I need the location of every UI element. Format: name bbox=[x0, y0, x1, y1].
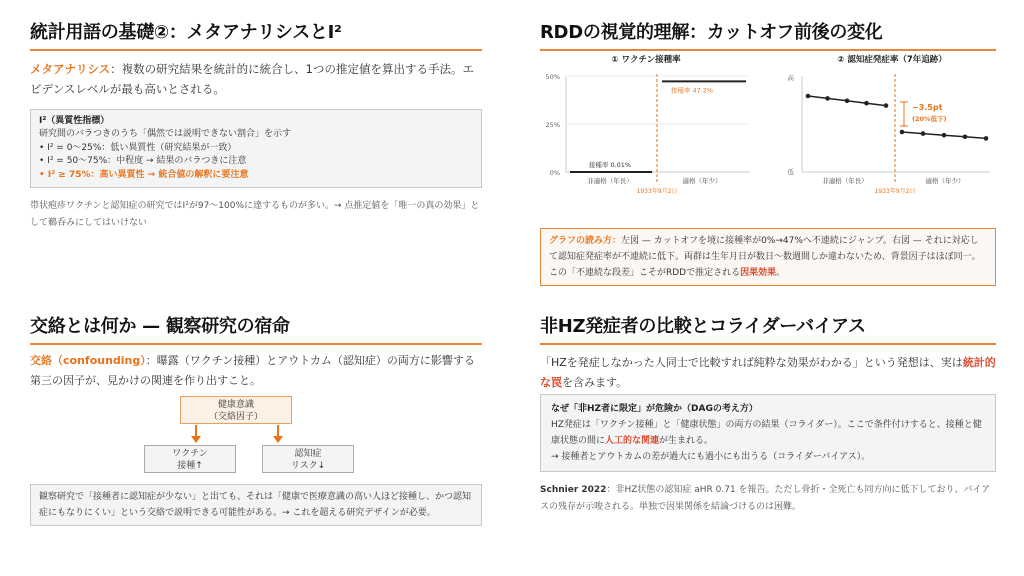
chart2-series-eligible bbox=[900, 130, 989, 141]
node-exposure bbox=[144, 445, 236, 473]
chart2-ineligible-point bbox=[825, 96, 830, 101]
rdd-note-text: 左図 — カットオフを境に接種率が0%→47%へ不連続にジャンプ。右図 — それに対応して認知症発症率が不連続に低下。両群は生年月日が数日〜数週間しか違わないため、背景因子はほぼ同一。この「不連続な段差」こそがRDDで推定される bbox=[549, 236, 981, 278]
chart2-ytick: 高 bbox=[787, 74, 794, 82]
chart1-xlabel: 適格（年少） bbox=[682, 177, 722, 185]
chart2-cutoff-label: 1933年9月2日 bbox=[874, 188, 916, 195]
lead-text-2: を含みます。 bbox=[562, 376, 628, 389]
chart1-ytick: 25% bbox=[545, 121, 560, 129]
chart1-ytick: 0% bbox=[549, 169, 560, 177]
confounding-note: 観察研究で「接種者に認知症が少ない」と出ても、それは「健康で医療意識の高い人ほど接種し、かつ認知症にもなりにくい」という交絡で説明できる可能性がある。→ これを超える研究デザインが必要。 bbox=[30, 484, 482, 526]
arrow-to-exposure bbox=[195, 425, 197, 437]
chart2-ineligible-point bbox=[884, 103, 889, 108]
node-confounder-line1: 健康意識 bbox=[217, 400, 254, 410]
schnier-label: Schnier 2022 bbox=[540, 485, 607, 495]
lead-text-1: 「HZを発症しなかった人同士で比較すれば純粋な効果がわかる」という発想は、実は bbox=[540, 356, 963, 369]
definition bbox=[30, 351, 482, 391]
chart2-eligible-point bbox=[942, 133, 947, 138]
chart2-series-ineligible bbox=[806, 94, 889, 108]
chart1-xlabel: 非適格（年長） bbox=[587, 177, 633, 185]
i2-box-title: I²（異質性指標） bbox=[39, 116, 110, 126]
node-outcome-line2: リスク↓ bbox=[290, 461, 326, 471]
panel-collider bbox=[540, 312, 996, 552]
i2-box-desc: 研究間のバラつきのうち「偶然では説明できない割合」を示す bbox=[39, 129, 292, 139]
definition bbox=[30, 59, 482, 99]
chart2-eligible-point bbox=[900, 130, 905, 135]
definition-text: ：複数の研究結果を統計的に統合し、1つの推定値を算出する手法。エビデンスレベルが最も高いとされる。 bbox=[30, 62, 474, 96]
title-rule bbox=[540, 343, 996, 345]
rdd-note bbox=[540, 228, 996, 286]
title-rule bbox=[30, 343, 482, 345]
lead-em: 統計的な罠 bbox=[540, 356, 996, 389]
chart2-eligible-point bbox=[921, 131, 926, 136]
chart1-title: ① ワクチン接種率 bbox=[611, 55, 681, 65]
dag-box-text-3: → 接種者とアウトカムの差が過大にも過小にも出うる（コライダーバイアス）。 bbox=[551, 452, 871, 462]
dag-box bbox=[540, 394, 996, 472]
chart2-eligible-point bbox=[984, 136, 989, 141]
chart1-label-right: 接種率 47.2% bbox=[670, 86, 714, 95]
node-exposure-line2: 接種↑ bbox=[177, 461, 203, 471]
dag-em: 人工的な関連 bbox=[605, 436, 660, 446]
schnier-note bbox=[540, 482, 996, 516]
schnier-text: ：非HZ状態の認知症 aHR 0.71 を報告。ただし骨折・全死亡も同方向に低下しており、バイアスの残存が示唆される。単独で因果関係を結論づけるのは困難。 bbox=[540, 485, 991, 512]
node-confounder bbox=[180, 396, 292, 424]
arrow-to-outcome bbox=[277, 425, 279, 437]
chart2-ytick: 低 bbox=[787, 168, 794, 176]
dag-box-text bbox=[551, 417, 985, 449]
dag-text-1: HZ発症は「ワクチン接種」と「健康状態」の両方の結果（コライダー）。ここで条件付けすると、接種と健康状態の間に bbox=[551, 420, 982, 446]
dag-box-title: なぜ「非HZ者に限定」が危険か（DAGの考え方） bbox=[551, 404, 758, 414]
i2-item: • I² = 0〜25%：低い異質性（研究結果が一致） bbox=[39, 142, 237, 153]
chart2-effect-sub: (20%低下) bbox=[912, 115, 947, 123]
chart2-ineligible-point bbox=[845, 99, 850, 104]
chart1-cutoff-label: 1933年9月2日 bbox=[636, 188, 678, 195]
node-outcome bbox=[262, 445, 354, 473]
rdd-note-end: 。 bbox=[776, 268, 786, 278]
title-rule bbox=[30, 49, 482, 51]
lead bbox=[540, 353, 996, 393]
slide-title: 交絡とは何か — 観察研究の宿命 bbox=[30, 316, 290, 337]
chart1-ytick: 50% bbox=[545, 73, 560, 81]
rdd-charts bbox=[540, 52, 996, 222]
chart2-xlabel: 非適格（年長） bbox=[822, 177, 868, 185]
slide-title: 統計用語の基礎②：メタアナリシスとI² bbox=[30, 22, 342, 43]
node-exposure-line1: ワクチン bbox=[172, 449, 208, 459]
slide-title: RDDの視覚的理解：カットオフ前後の変化 bbox=[540, 22, 883, 43]
i2-note: 帯状疱疹ワクチンと認知症の研究ではI²が97〜100%に達するものが多い。→ 点推定値を「唯一の真の効果」として鵜呑みにしてはいけない bbox=[30, 201, 480, 228]
panel-rdd bbox=[540, 18, 996, 288]
rdd-note-em: 因果効果 bbox=[740, 268, 777, 278]
node-confounder-line2: （交絡因子） bbox=[208, 412, 263, 422]
i2-item: • I² = 50〜75%：中程度 → 結果のバラつきに注意 bbox=[39, 156, 247, 166]
panel-confounding bbox=[30, 312, 482, 552]
chart2-ineligible-point bbox=[806, 94, 811, 99]
slide-title: 非HZ発症者の比較とコライダーバイアス bbox=[540, 316, 866, 337]
node-outcome-line1: 認知症 bbox=[294, 449, 322, 459]
chart2-title: ② 認知症発症率（7年追跡） bbox=[837, 55, 947, 65]
term: 交絡（confounding） bbox=[30, 354, 146, 367]
panel-meta-analysis bbox=[30, 18, 482, 232]
rdd-note-label: グラフの読み方： bbox=[549, 236, 622, 246]
title-rule bbox=[540, 49, 996, 51]
i2-box bbox=[30, 109, 482, 188]
chart2-effect: −3.5pt bbox=[912, 103, 943, 112]
chart2-eligible-point bbox=[963, 135, 968, 140]
definition-text: ：曝露（ワクチン接種）とアウトカム（認知症）の両方に影響する第三の因子が、見かけの関連を作り出すこと。 bbox=[30, 354, 475, 387]
term: メタアナリシス bbox=[30, 62, 111, 76]
dag-text-2: が生まれる。 bbox=[659, 436, 714, 446]
chart2-xlabel: 適格（年少） bbox=[925, 177, 965, 185]
chart2-ineligible-point bbox=[864, 101, 869, 106]
i2-item-high: • I² ≥ 75%：高い異質性 → 統合値の解釈に要注意 bbox=[39, 169, 249, 180]
chart1-label-left: 接種率 0.01% bbox=[588, 160, 632, 169]
